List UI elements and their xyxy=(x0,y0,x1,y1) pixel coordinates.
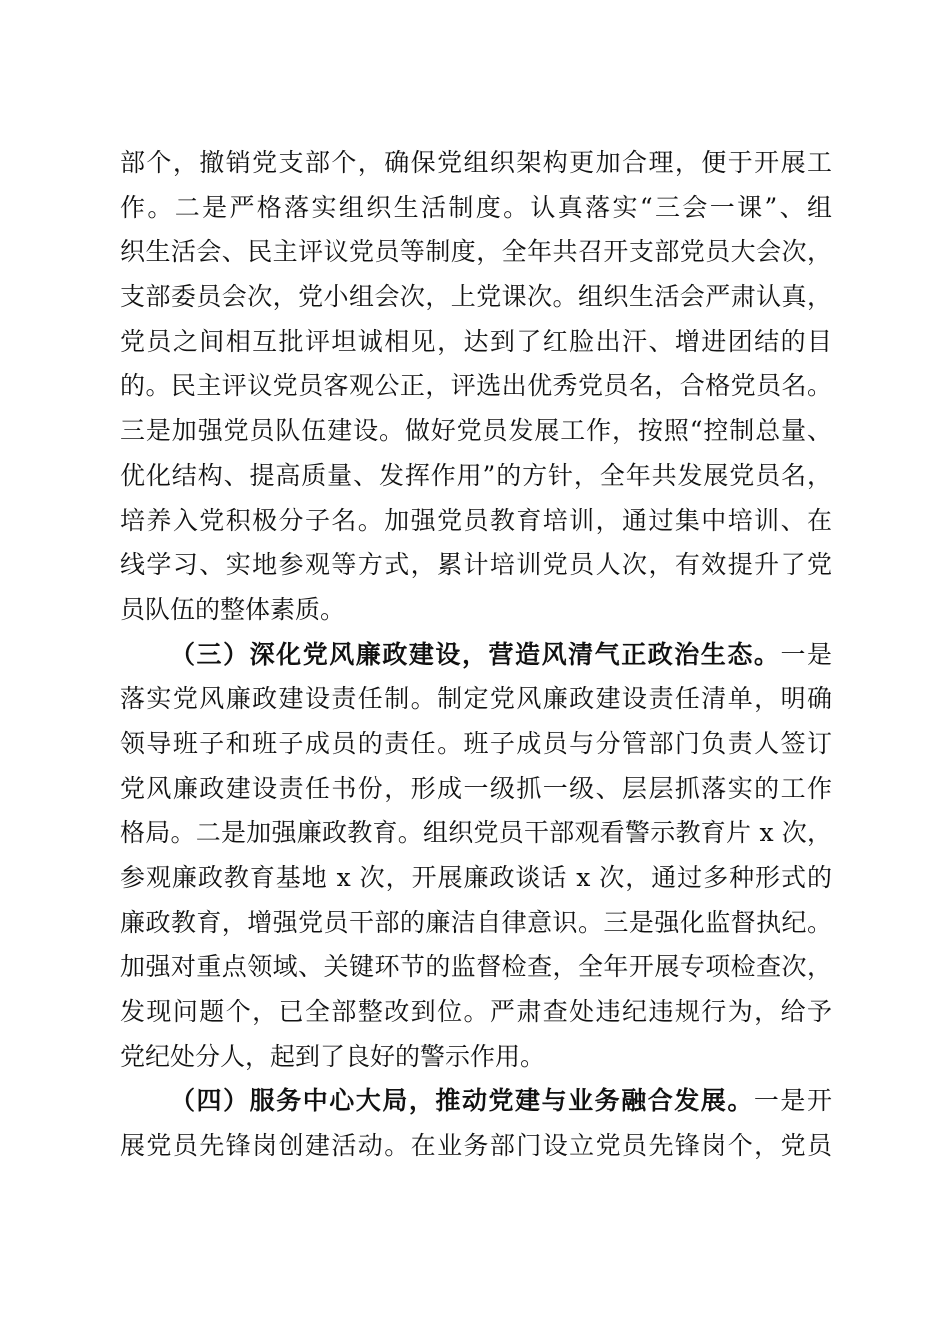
text-line: 参观廉政教育基地 x 次，开展廉政谈话 x 次，通过多种形式的 xyxy=(120,863,832,892)
text-line: 展党员先锋岗创建活动。在业务部门设立党员先锋岗个，党员 xyxy=(120,1131,832,1161)
text-line: 落实党风廉政建设责任制。制定党风廉政建设责任清单，明确 xyxy=(120,684,832,714)
text-line: 党风廉政建设责任书份，形成一级抓一级、层层抓落实的工作 xyxy=(120,773,832,803)
section-heading-tail: 一是开 xyxy=(753,1086,832,1116)
text-line: 支部委员会次，党小组会次，上党课次。组织生活会严肃认真， xyxy=(120,282,832,312)
section-heading-tail: 一是 xyxy=(780,639,832,669)
section-heading-line xyxy=(120,1079,832,1124)
text-line: 三是加强党员队伍建设。做好党员发展工作，按照“控制总量、 xyxy=(120,416,832,446)
text-line: 发现问题个，已全部整改到位。严肃查处违纪违规行为，给予 xyxy=(120,997,832,1027)
text-line: 部个，撤销党支部个，确保党组织架构更加合理，便于开展工 xyxy=(120,148,832,177)
text-line: 员队伍的整体素质。 xyxy=(120,594,346,624)
text-line: 优化结构、提高质量、发挥作用”的方针，全年共发展党员名， xyxy=(120,460,832,490)
section-heading: （四）服务中心大局，推动党建与业务融合发展。 xyxy=(170,1086,754,1116)
text-line: 党员之间相互批评坦诚相见，达到了红脸出汗、增进团结的目 xyxy=(120,326,832,356)
text-line: 织生活会、民主评议党员等制度，全年共召开支部党员大会次， xyxy=(120,237,832,267)
document-body xyxy=(120,141,832,1169)
text-line: 的。民主评议党员客观公正，评选出优秀党员名，合格党员名。 xyxy=(120,371,832,401)
section-heading: （三）深化党风廉政建设，营造风清气正政治生态。 xyxy=(170,639,781,669)
text-line: 作。二是严格落实组织生活制度。认真落实“三会一课”、组 xyxy=(120,192,832,222)
text-line: 廉政教育，增强党员干部的廉洁自律意识。三是强化监督执纪。 xyxy=(120,907,832,937)
section-heading-line xyxy=(120,633,832,678)
text-line: 加强对重点领域、关键环节的监督检查，全年开展专项检查次， xyxy=(120,952,832,982)
text-line: 格局。二是加强廉政教育。组织党员干部观看警示教育片 x 次， xyxy=(120,818,832,848)
text-line: 党纪处分人，起到了良好的警示作用。 xyxy=(120,1041,546,1071)
text-line: 线学习、实地参观等方式，累计培训党员人次，有效提升了党 xyxy=(120,550,832,580)
text-line: 培养入党积极分子名。加强党员教育培训，通过集中培训、在 xyxy=(120,505,832,535)
text-line: 领导班子和班子成员的责任。班子成员与分管部门负责人签订 xyxy=(120,728,832,758)
